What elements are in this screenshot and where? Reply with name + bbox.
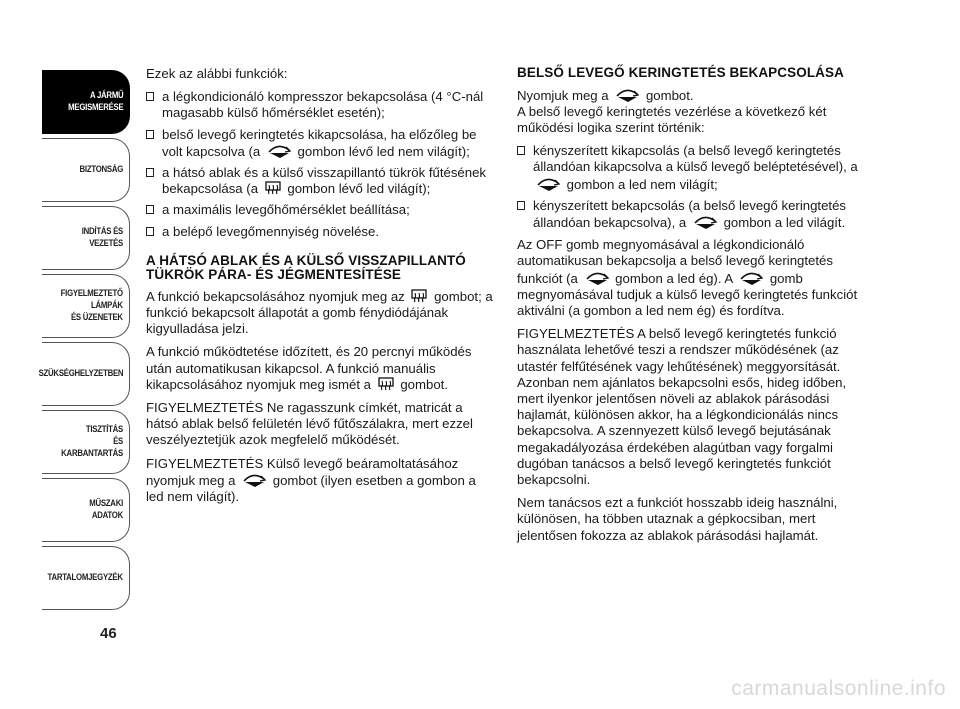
list-item-text: kényszerített bekapcsolás (a belső levegő keringtetés állandóan bekapcsolva), a [533,197,847,230]
list-item [517,143,867,193]
tab-warning-lights[interactable] [42,274,130,338]
intro-text: Ezek az alábbi funkciók: [146,66,288,81]
tab-maintenance[interactable] [42,410,130,474]
left-column [146,66,496,512]
paragraph [146,289,496,338]
list-item [146,89,496,121]
tab-emergency[interactable] [38,342,130,406]
list-item [146,127,496,160]
paragraph [517,87,867,104]
tab-label: BIZTONSÁG [79,164,123,175]
paragraph [146,344,496,393]
list-item-text: gombon a led nem világít; [563,176,718,192]
paragraph-text: Nyomjuk meg a [517,87,613,103]
list-item-text: kényszerített kikapcsolás (a belső levegő keringtetés állandóan kikapcsolva a külső levegő beléptetésével), a [533,143,858,175]
recirculation-icon [693,214,717,230]
paragraph-text: gombot (ilyen esetben a gombon a led nem világít). [146,472,476,505]
tab-safety[interactable] [42,138,130,202]
paragraph-text: A funkció bekapcsolásához nyomjuk meg az [146,288,409,304]
paragraph-text: gombon a led ég). A [611,270,737,286]
tab-label: TISZTÍTÁS ÉS KARBANTARTÁS [61,424,123,459]
logic-list [517,143,867,231]
paragraph-text: gombot; a funkció bekapcsolt állapotát a gomb fénydiódájának kigyulladása jelzi. [146,288,493,337]
tab-starting-driving[interactable] [42,206,130,270]
tab-label: SZÜKSÉGHELYZETBEN [38,368,123,379]
recirculation-icon [585,270,609,286]
rear-defrost-icon [411,289,427,304]
rear-defrost-icon [265,181,281,196]
list-item-text: a maximális levegőhőmérséklet beállítása; [162,202,410,218]
right-column [517,66,867,551]
section-heading-recirculation: BELSŐ LEVEGŐ KERINGTETÉS BEKAPCSOLÁSA [517,65,844,80]
list-item [517,198,867,231]
tab-index[interactable] [42,546,130,610]
list-item-text: gombon lévő led nem világít); [293,143,470,159]
tab-label: TARTALOMJEGYZÉK [47,572,123,583]
paragraph-text: FIGYELMEZTETÉS Külső levegő beáramoltatásához nyomjuk meg a [146,455,459,488]
recirculation-icon [536,176,560,192]
warning-paragraph: FIGYELMEZTETÉS A belső levegő keringtetés funkció használata lehetővé teszi a rendszer működésének (az utastér felfűtésének vagy lehűtésének) meggyorsítását. Azonban nem ajánlatos bekapcsolni esős, hideg időben, mert ilyenkor jelentősen növeli az ablakok párásodási hajlamát, különösen akkor, ha a légkondicionálás nincs bekapcsolva. A szennyezett külső levegő bejutásának megakadályozása érdekében alagútban vagy forgalmi dugóban tanácsos a belső levegő keringtetés funkciót bekapcsolni. [517,326,847,487]
tab-label: A JÁRMŰ MEGISMERÉSE [67,90,123,113]
section-heading-defrost: A HÁTSÓ ABLAK ÉS A KÜLSŐ VISSZAPILLANTÓ TÜKRÖK PÁRA- ÉS JÉGMENTESÍTÉSE [146,252,466,283]
tab-technical-data[interactable] [42,478,130,542]
list-item-text: belső levegő keringtetés kikapcsolása, ha előzőleg be volt kapcsolva (a [162,126,477,159]
paragraph-text: gomb megnyomásával tudjuk a külső levegő keringtetés funkciót aktiválni (a gombon a led nem ég) és fordítva. [517,270,858,318]
list-item-text: gombon a led világít. [719,214,846,230]
recirculation-icon [267,143,291,159]
warning-paragraph: FIGYELMEZTETÉS Ne ragasszunk címkét, matricát a hátsó ablak belső felületén lévő fűtőszálakra, mert ezzel veszélyeztetjük azok megfelelő működését. [146,400,473,448]
warning-paragraph [146,456,496,506]
recirculation-icon [615,87,639,103]
watermark: carmanualsonline.info [731,677,946,700]
tab-vehicle-overview[interactable] [42,70,130,134]
tab-label: FIGYELMEZTETŐ LÁMPÁK ÉS ÜZENETEK [60,288,123,323]
list-item-text: a belépő levegőmennyiség növelése. [162,223,380,239]
rear-defrost-icon [378,377,394,392]
recirculation-icon [242,472,266,488]
list-item-text: a hátsó ablak és a külső visszapillantó tükrök fűtésének bekapcsolása (a [162,165,487,197]
list-item [146,202,496,218]
page-number: 46 [100,625,117,642]
list-item-text: gombon lévő led világít); [283,181,431,197]
list-item-text: a légkondicionáló kompresszor bekapcsolása (4 °C-nál magasabb külső hőmérséklet esetén); [162,89,484,121]
paragraph-text: gombot. [396,376,449,392]
paragraph: A belső levegő keringtetés vezérlése a következő két működési logika szerint történik: [517,103,827,135]
paragraph: Nem tanácsos ezt a funkciót hosszabb ideig használni, különösen, ha többen utaznak a gépkocsiban, mert jelentősen fokozza az ablakok párásodási hajlamát. [517,495,838,543]
list-item [146,224,496,240]
tab-label: MŰSZAKI ADATOK [89,498,123,521]
function-list [146,89,496,240]
paragraph-text: Az OFF gomb megnyomásával a légkondicionáló automatikusan bekapcsolja a belső levegő keringtetés funkciót (a [517,237,833,286]
paragraph [517,237,867,319]
paragraph-text: gombot. [642,87,694,103]
tab-label: INDÍTÁS ÉS VEZETÉS [81,226,123,249]
list-item [146,165,496,197]
recirculation-icon [739,270,763,286]
paragraph-text: A funkció működtetése időzített, és 20 percnyi működés után automatikusan kikapcsol. A funkció manuális kikapcsolásához nyomjuk meg ismét a [146,344,472,392]
